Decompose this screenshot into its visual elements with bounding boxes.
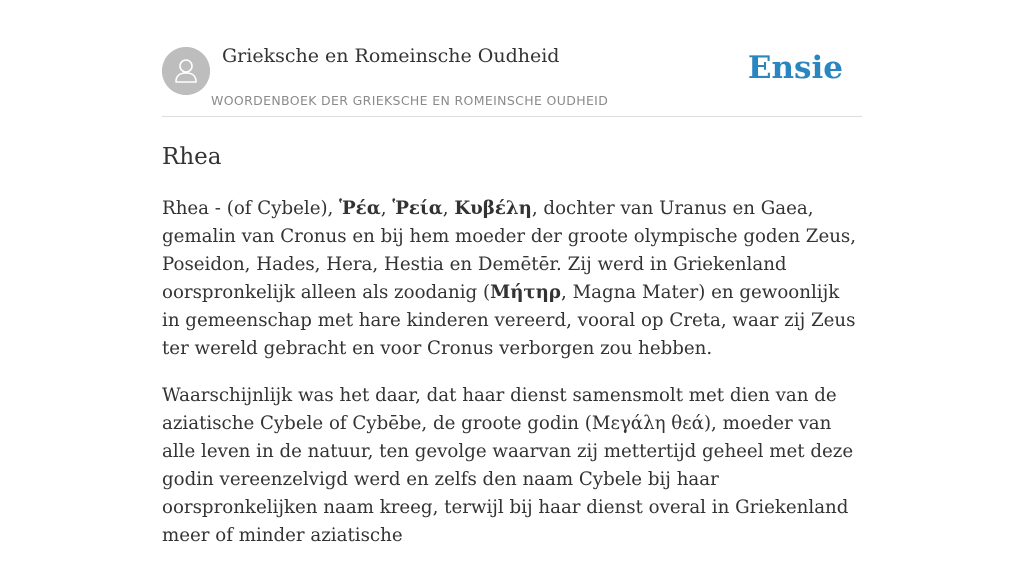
ensie-logo[interactable]: Ensie	[747, 50, 843, 86]
text-segment: , dochter van Uranus en Gaea, gemalin van Cronus en bij hem moeder der groote olympische goden Zeus, Poseidon, Hades, Hera, Hestia en Demētēr. Zij werd in Griekenland oorspronkelijk alleen als zoodanig (	[162, 198, 857, 303]
text-segment: , Magna Mater) en gewoonlijk in gemeenschap met hare kinderen vereerd, vooral op Creta, waar zij Zeus ter wereld gebracht en voor Cronus verborgen zou hebben.	[162, 282, 856, 359]
greek-term: Μήτηρ	[490, 282, 561, 303]
entry-body	[162, 195, 862, 550]
user-icon	[162, 47, 210, 95]
source-subtitle: WOORDENBOEK DER GRIEKSCHE EN ROMEINSCHE OUDHEID	[211, 93, 609, 108]
separator: ,	[380, 198, 393, 219]
entry-paragraph-2: Waarschijnlijk was het daar, dat haar dienst samensmolt met dien van de aziatische Cybele of Cybēbe, de groote godin (Μεγάλη θεά), moeder van alle leven in de natuur, ten gevolge waarvan zij mettertijd geheel met deze godin vereenzelvigd werd en zelfs den naam Cybele bij haar oorspronkelijken naam kreeg, terwijl bij haar dienst overal in Griekenland meer of minder aziatische	[162, 385, 854, 546]
entry-headword: Rhea	[162, 144, 222, 170]
text-segment: Rhea - (of Cybele),	[162, 198, 340, 219]
avatar[interactable]	[162, 47, 210, 95]
separator: ,	[442, 198, 455, 219]
greek-term: Ῥέα	[339, 198, 381, 219]
source-header	[162, 0, 862, 117]
entry-paragraph-1	[162, 195, 862, 363]
source-title-link[interactable]: Grieksche en Romeinsche Oudheid	[222, 45, 560, 67]
greek-term: Κυβέλη	[454, 198, 532, 219]
page	[162, 0, 862, 569]
greek-term: Ῥεία	[392, 198, 443, 219]
